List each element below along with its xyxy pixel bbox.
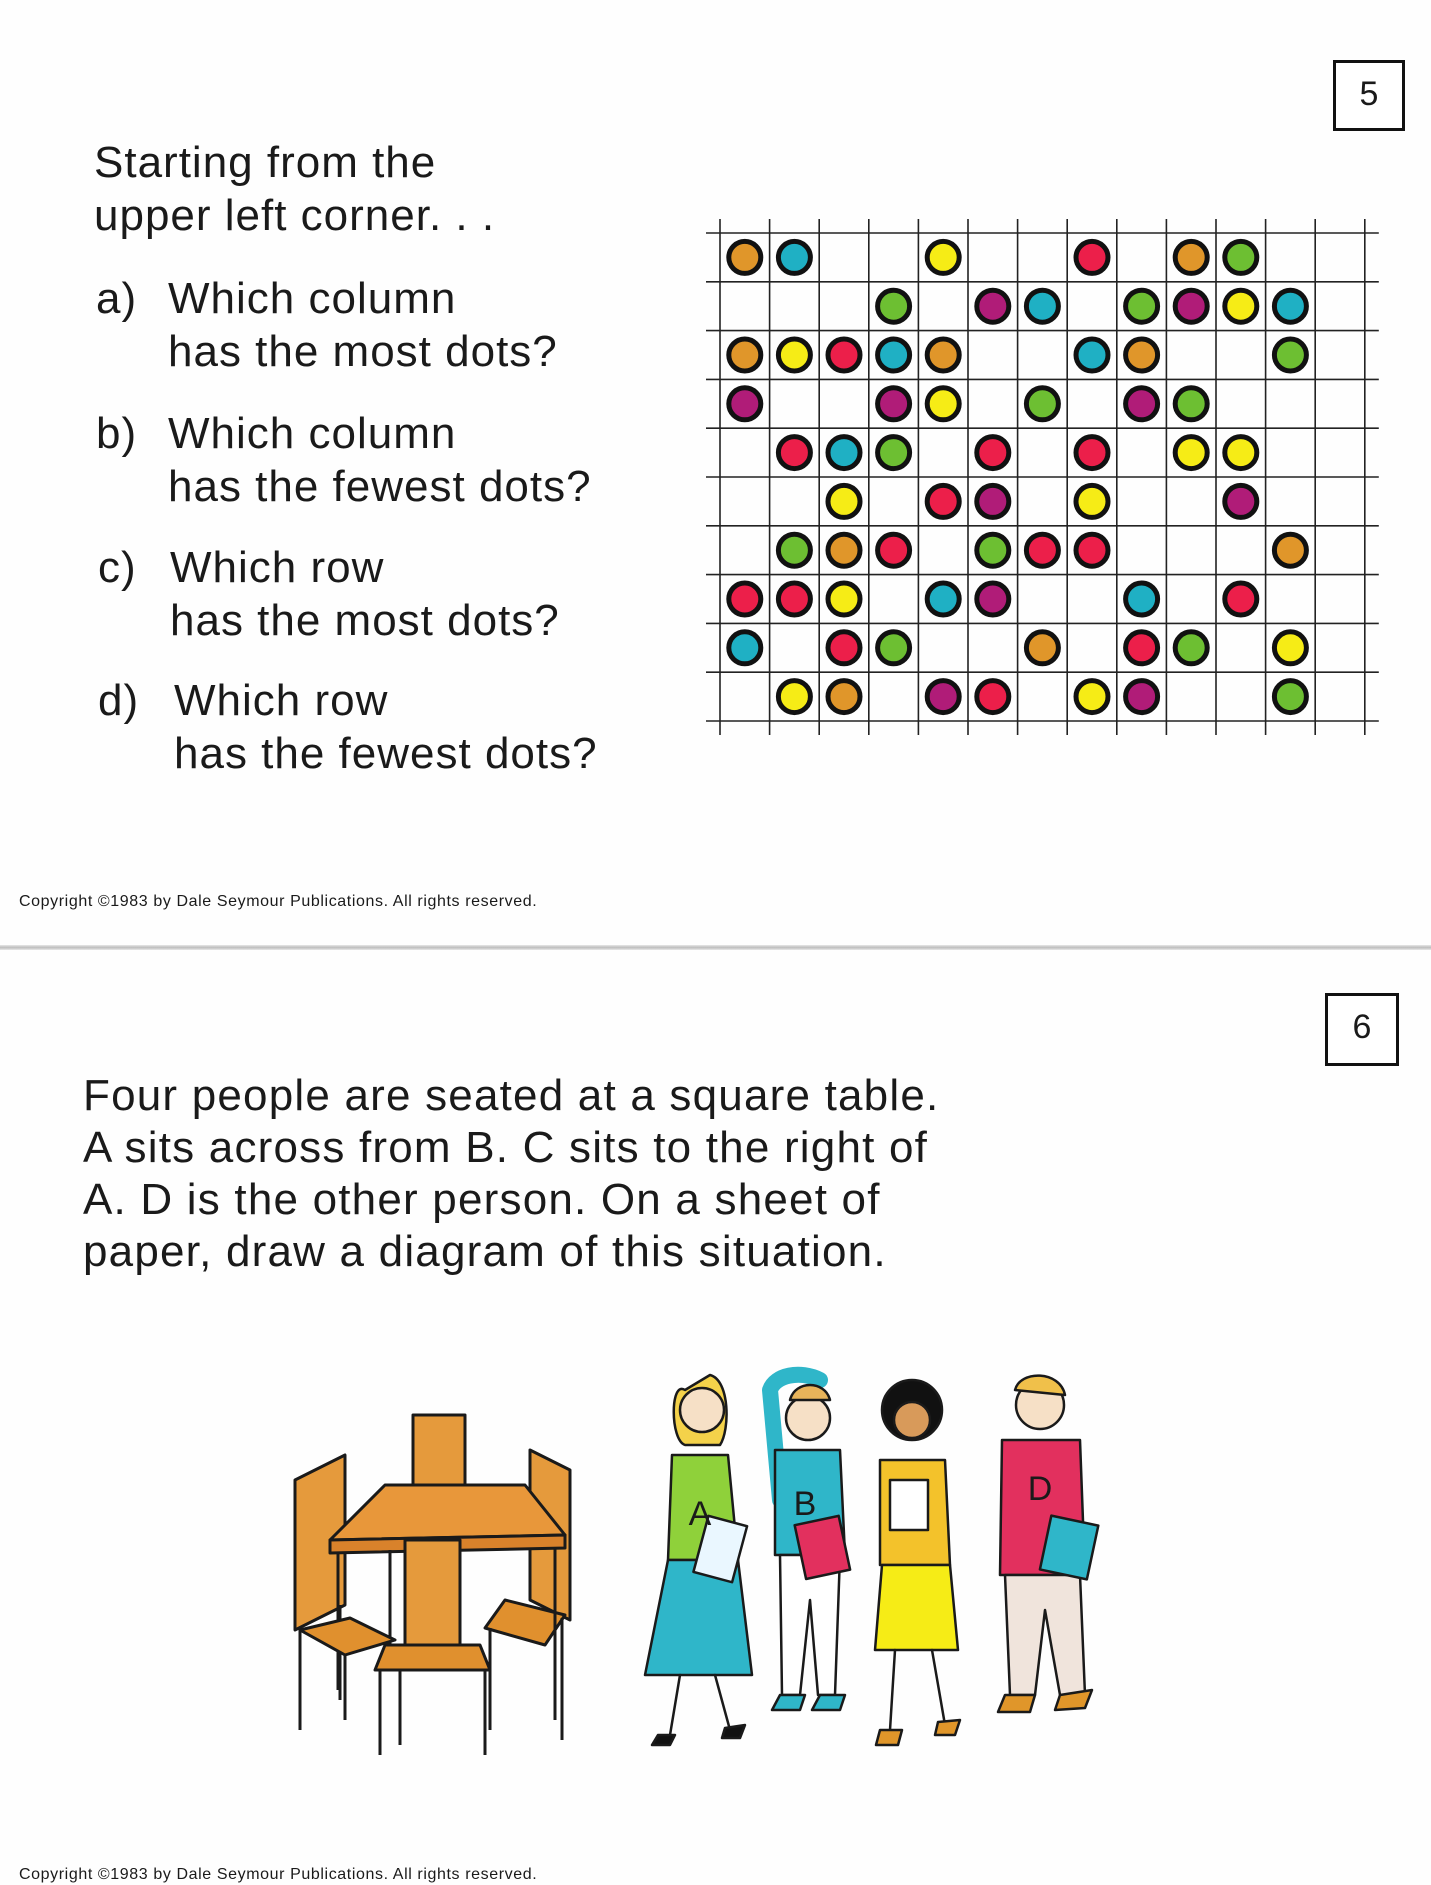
question-letter: c)	[98, 543, 137, 592]
grid-dot	[828, 681, 860, 713]
copyright-6: Copyright ©1983 by Dale Seymour Publications. All rights reserved.	[19, 1866, 538, 1883]
question-letter: b)	[96, 409, 138, 458]
grid-dot	[878, 290, 910, 322]
grid-dot	[927, 339, 959, 371]
paragraph-line-1: Four people are seated at a square table.	[83, 1071, 940, 1120]
paragraph-line-3: A. D is the other person. On a sheet of	[83, 1175, 881, 1224]
person-d	[998, 1376, 1098, 1712]
card-number-6: 6	[1325, 993, 1399, 1066]
grid-dot	[1126, 388, 1158, 420]
grid-dot	[977, 485, 1009, 517]
question-line-1: Which row	[174, 676, 389, 725]
grid-dot	[927, 681, 959, 713]
grid-dot	[878, 632, 910, 664]
paragraph-line-2: A sits across from B. C sits to the right of	[83, 1123, 929, 1172]
grid-dot	[927, 485, 959, 517]
paragraph-line-4: paper, draw a diagram of this situation.	[83, 1227, 887, 1276]
grid-dot	[1274, 534, 1306, 566]
grid-dot	[1076, 241, 1108, 273]
grid-dot	[1175, 632, 1207, 664]
person-c	[875, 1380, 960, 1745]
grid-dot	[828, 437, 860, 469]
grid-dot	[1126, 583, 1158, 615]
grid-dot	[1225, 583, 1257, 615]
question-line-1: Which column	[168, 409, 457, 458]
grid-dot	[878, 339, 910, 371]
grid-dot	[1076, 681, 1108, 713]
grid-dot	[778, 339, 810, 371]
grid-dot	[1175, 290, 1207, 322]
intro-line-2: upper left corner. . .	[94, 191, 496, 240]
grid-dot	[729, 388, 761, 420]
grid-dot	[729, 241, 761, 273]
shirt-letter-b: B	[793, 1485, 817, 1523]
copyright-5: Copyright ©1983 by Dale Seymour Publications. All rights reserved.	[19, 893, 538, 910]
grid-dot	[977, 681, 1009, 713]
grid-dot	[977, 534, 1009, 566]
question-line-2: has the most dots?	[168, 327, 558, 376]
shirt-letter-a: A	[688, 1495, 712, 1533]
grid-dot	[1126, 632, 1158, 664]
grid-dot	[878, 534, 910, 566]
question-line-1: Which row	[170, 543, 385, 592]
grid-dot	[828, 632, 860, 664]
grid-dot	[828, 485, 860, 517]
grid-dot	[1026, 632, 1058, 664]
question-line-2: has the most dots?	[170, 596, 560, 645]
grid-dot	[1126, 681, 1158, 713]
grid-dot	[1225, 437, 1257, 469]
question-letter: d)	[98, 676, 140, 725]
grid-dot	[729, 632, 761, 664]
grid-dot	[927, 583, 959, 615]
grid-dot	[778, 681, 810, 713]
four-people-illustration	[640, 1350, 1140, 1770]
intro-text	[94, 136, 495, 242]
grid-dot	[1026, 290, 1058, 322]
grid-dot	[778, 583, 810, 615]
seating-problem-text	[83, 1070, 939, 1278]
grid-dot	[729, 339, 761, 371]
grid-dot	[977, 583, 1009, 615]
grid-dot	[828, 534, 860, 566]
table-chairs-illustration	[290, 1400, 580, 1770]
grid-dot	[878, 388, 910, 420]
shirt-letter-d: D	[1027, 1470, 1053, 1508]
grid-dot	[1076, 339, 1108, 371]
grid-dot	[1126, 339, 1158, 371]
person-a	[645, 1375, 752, 1745]
grid-dot	[1274, 681, 1306, 713]
grid-dot	[1274, 339, 1306, 371]
grid-dot	[1026, 534, 1058, 566]
grid-dot	[778, 437, 810, 469]
intro-line-1: Starting from the	[94, 138, 437, 187]
grid-dot	[1225, 241, 1257, 273]
grid-dot	[1175, 437, 1207, 469]
grid-dot	[828, 339, 860, 371]
chair-back-center	[413, 1415, 465, 1490]
question-line-2: has the fewest dots?	[174, 729, 598, 778]
grid-dot	[1225, 485, 1257, 517]
grid-dot	[1026, 388, 1058, 420]
grid-dot	[1076, 437, 1108, 469]
question-line-1: Which column	[168, 274, 457, 323]
table-top	[330, 1485, 565, 1540]
grid-dot	[1076, 534, 1108, 566]
card-6	[0, 950, 1431, 1885]
grid-dot	[1126, 290, 1158, 322]
grid-dot	[927, 241, 959, 273]
person-b	[770, 1375, 850, 1710]
grid-dot	[1175, 241, 1207, 273]
chair-front	[405, 1540, 460, 1645]
card-number-5: 5	[1333, 60, 1405, 131]
dot-grid	[700, 215, 1360, 760]
grid-dot	[1225, 290, 1257, 322]
grid-dot	[1175, 388, 1207, 420]
grid-dot	[878, 437, 910, 469]
grid-dot	[778, 534, 810, 566]
grid-dot	[1076, 485, 1108, 517]
grid-dot	[977, 290, 1009, 322]
grid-dot	[1274, 632, 1306, 664]
grid-dot	[1274, 290, 1306, 322]
question-line-2: has the fewest dots?	[168, 462, 592, 511]
grid-dot	[977, 437, 1009, 469]
grid-dot	[729, 583, 761, 615]
grid-dot	[927, 388, 959, 420]
grid-dot	[778, 241, 810, 273]
grid-dot	[828, 583, 860, 615]
question-letter: a)	[96, 274, 138, 323]
